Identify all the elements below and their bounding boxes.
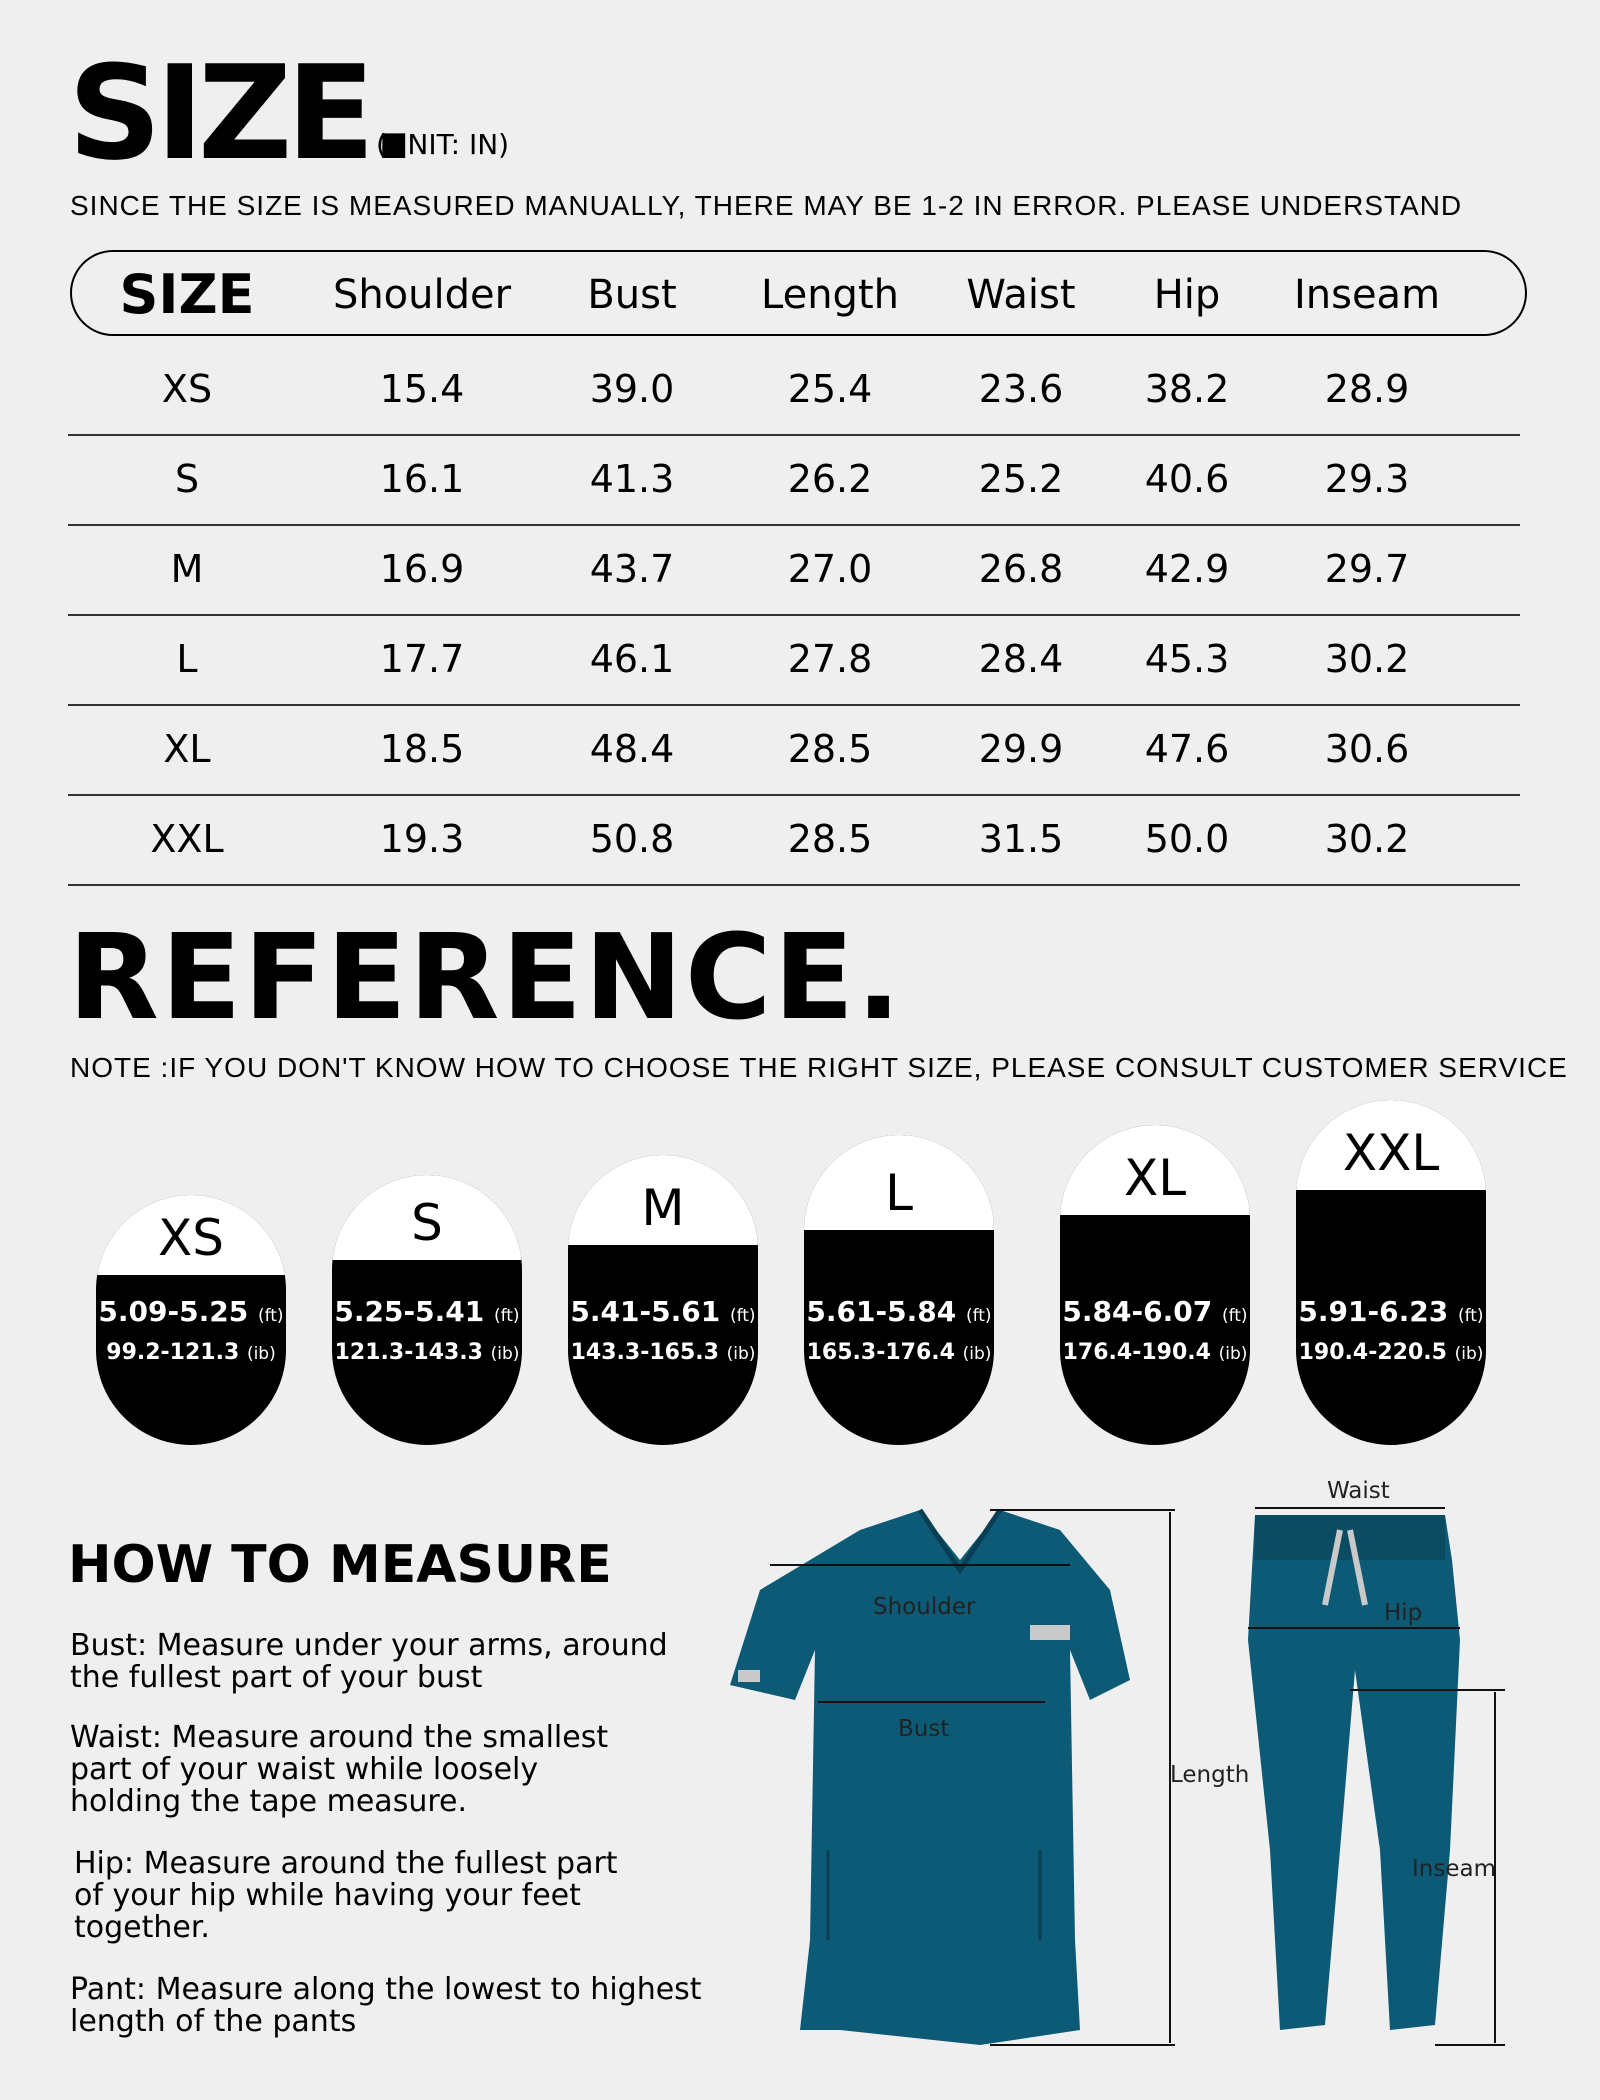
table-cell: 45.3 — [1144, 637, 1230, 681]
badge-weight — [568, 1340, 758, 1365]
badge-height-unit: (ft) — [257, 1306, 284, 1326]
badge-height-value: 5.91-6.23 — [1298, 1295, 1449, 1328]
size-reference-badge — [332, 1175, 522, 1445]
reference-note: NOTE :IF YOU DON'T KNOW HOW TO CHOOSE THE RIGHT SIZE, PLEASE CONSULT CUSTOMER SERVICE — [70, 1052, 1568, 1083]
badge-height — [1060, 1295, 1250, 1328]
table-cell: 43.7 — [589, 547, 675, 591]
size-reference-badge — [568, 1155, 758, 1445]
table-cell: 25.4 — [787, 367, 873, 411]
badge-height-value: 5.09-5.25 — [98, 1295, 249, 1328]
badge-height — [1296, 1295, 1486, 1328]
badge-weight — [1060, 1340, 1250, 1365]
badge-weight-value: 143.3-165.3 — [570, 1340, 719, 1365]
size-title: SIZE. — [68, 37, 413, 189]
size-reference-badge — [1296, 1100, 1486, 1445]
table-row-divider — [68, 614, 1520, 616]
table-cell: 29.9 — [978, 727, 1064, 771]
table-cell: 15.4 — [379, 367, 465, 411]
badge-weight — [96, 1340, 286, 1365]
table-cell-size: XS — [161, 367, 213, 411]
badge-size-label: L — [804, 1135, 994, 1230]
table-cell: 28.5 — [787, 727, 873, 771]
table-cell: 50.8 — [589, 817, 675, 861]
table-cell-size: L — [176, 637, 198, 681]
length-label: Length — [1170, 1762, 1250, 1788]
scrubs-illustration — [700, 1470, 1580, 2070]
pant-text: Measure along the lowest to highest length of the pants — [70, 1972, 702, 2039]
badge-height-unit: (ft) — [729, 1306, 756, 1326]
table-row-divider — [68, 704, 1520, 706]
badge-weight — [1296, 1340, 1486, 1365]
header-waist: Waist — [966, 272, 1076, 318]
table-cell: 38.2 — [1144, 367, 1230, 411]
waist-label: Waist — [1327, 1478, 1390, 1504]
table-row-divider — [68, 434, 1520, 436]
header-hip: Hip — [1153, 272, 1221, 318]
badge-height-value: 5.25-5.41 — [334, 1295, 485, 1328]
badge-height-unit: (ft) — [1221, 1306, 1248, 1326]
table-cell: 18.5 — [379, 727, 465, 771]
table-row-divider — [68, 524, 1520, 526]
badge-weight — [332, 1340, 522, 1365]
badge-weight-value: 99.2-121.3 — [106, 1340, 240, 1365]
badge-size-label: XS — [96, 1195, 286, 1275]
badge-weight-value: 190.4-220.5 — [1298, 1340, 1447, 1365]
size-reference-badge — [96, 1195, 286, 1445]
header-length: Length — [761, 272, 899, 318]
badge-size-label: XL — [1060, 1125, 1250, 1215]
pant-description — [70, 1974, 710, 2038]
table-cell: 27.8 — [787, 637, 873, 681]
badge-weight-unit: (ib) — [1218, 1344, 1248, 1364]
pant-term: Pant: — [70, 1972, 147, 2007]
table-cell: 42.9 — [1144, 547, 1230, 591]
inseam-label: Inseam — [1412, 1856, 1496, 1882]
badge-weight-unit: (ib) — [246, 1344, 276, 1364]
badge-weight-value: 165.3-176.4 — [806, 1340, 955, 1365]
table-row-divider — [68, 884, 1520, 886]
badge-height-value: 5.84-6.07 — [1062, 1295, 1213, 1328]
badge-height — [332, 1295, 522, 1328]
table-cell: 16.9 — [379, 547, 465, 591]
table-cell: 29.3 — [1324, 457, 1410, 501]
bust-description — [70, 1630, 690, 1694]
badge-size-label: XXL — [1296, 1100, 1486, 1190]
size-error-note: SINCE THE SIZE IS MEASURED MANUALLY, THERE MAY BE 1-2 IN ERROR. PLEASE UNDERSTAND — [70, 190, 1463, 221]
table-cell: 40.6 — [1144, 457, 1230, 501]
table-cell: 46.1 — [589, 637, 675, 681]
header-shoulder: Shoulder — [332, 272, 512, 318]
badge-height-value: 5.41-5.61 — [570, 1295, 721, 1328]
table-cell: 25.2 — [978, 457, 1064, 501]
table-cell: 50.0 — [1144, 817, 1230, 861]
badge-weight-unit: (ib) — [726, 1344, 756, 1364]
scrub-top-figure — [730, 1510, 1175, 2045]
table-cell: 30.2 — [1324, 637, 1410, 681]
badge-height — [96, 1295, 286, 1328]
table-cell-size: S — [174, 457, 200, 501]
header-bust: Bust — [587, 272, 677, 318]
table-cell: 39.0 — [589, 367, 675, 411]
table-cell: 30.2 — [1324, 817, 1410, 861]
table-cell: 29.7 — [1324, 547, 1410, 591]
hip-description — [74, 1848, 634, 1944]
hip-label: Hip — [1384, 1600, 1423, 1626]
table-cell: 28.5 — [787, 817, 873, 861]
size-reference-badge — [1060, 1125, 1250, 1445]
badge-height-unit: (ft) — [965, 1306, 992, 1326]
reference-title: REFERENCE. — [68, 908, 903, 1046]
size-reference-badge — [804, 1135, 994, 1445]
table-cell: 16.1 — [379, 457, 465, 501]
badge-height — [804, 1295, 994, 1328]
hip-text: Measure around the fullest part of your hip while having your feet together. — [74, 1846, 618, 1945]
badge-height — [568, 1295, 758, 1328]
table-cell: 28.4 — [978, 637, 1064, 681]
table-cell: 26.8 — [978, 547, 1064, 591]
table-cell: 48.4 — [589, 727, 675, 771]
table-cell: 31.5 — [978, 817, 1064, 861]
badge-weight-value: 121.3-143.3 — [334, 1340, 483, 1365]
table-cell: 17.7 — [379, 637, 465, 681]
badge-weight-unit: (ib) — [490, 1344, 520, 1364]
header-inseam: Inseam — [1293, 272, 1441, 318]
table-cell: 26.2 — [787, 457, 873, 501]
table-cell: 30.6 — [1324, 727, 1410, 771]
badge-height-value: 5.61-5.84 — [806, 1295, 957, 1328]
table-cell-size: XL — [163, 727, 211, 771]
header-size: SIZE — [119, 263, 255, 326]
table-cell: 23.6 — [978, 367, 1064, 411]
shoulder-label: Shoulder — [873, 1594, 976, 1620]
table-cell: 28.9 — [1324, 367, 1410, 411]
table-cell-size: M — [170, 547, 204, 591]
badge-height-unit: (ft) — [493, 1306, 520, 1326]
table-cell: 27.0 — [787, 547, 873, 591]
table-row-divider — [68, 794, 1520, 796]
table-cell: 47.6 — [1144, 727, 1230, 771]
unit-label: (UNIT: IN) — [376, 128, 510, 161]
badge-height-unit: (ft) — [1457, 1306, 1484, 1326]
badge-size-label: M — [568, 1155, 758, 1245]
badge-weight-value: 176.4-190.4 — [1062, 1340, 1211, 1365]
waist-description — [70, 1722, 630, 1818]
badge-size-label: S — [332, 1175, 522, 1260]
waist-term: Waist: — [70, 1720, 162, 1755]
table-cell-size: XXL — [150, 817, 224, 861]
table-cell: 41.3 — [589, 457, 675, 501]
badge-weight-unit: (ib) — [1454, 1344, 1484, 1364]
table-cell: 19.3 — [379, 817, 465, 861]
bust-label: Bust — [898, 1716, 950, 1742]
badge-weight-unit: (ib) — [962, 1344, 992, 1364]
badge-weight — [804, 1340, 994, 1365]
scrub-pants-figure — [1248, 1508, 1505, 2045]
hip-term: Hip: — [74, 1846, 135, 1881]
how-to-measure-title: HOW TO MEASURE — [68, 1535, 612, 1595]
bust-term: Bust: — [70, 1628, 148, 1663]
bust-text: Measure under your arms, around the fullest part of your bust — [70, 1628, 668, 1695]
waist-text: Measure around the smallest part of your waist while loosely holding the tape measure. — [70, 1720, 609, 1819]
